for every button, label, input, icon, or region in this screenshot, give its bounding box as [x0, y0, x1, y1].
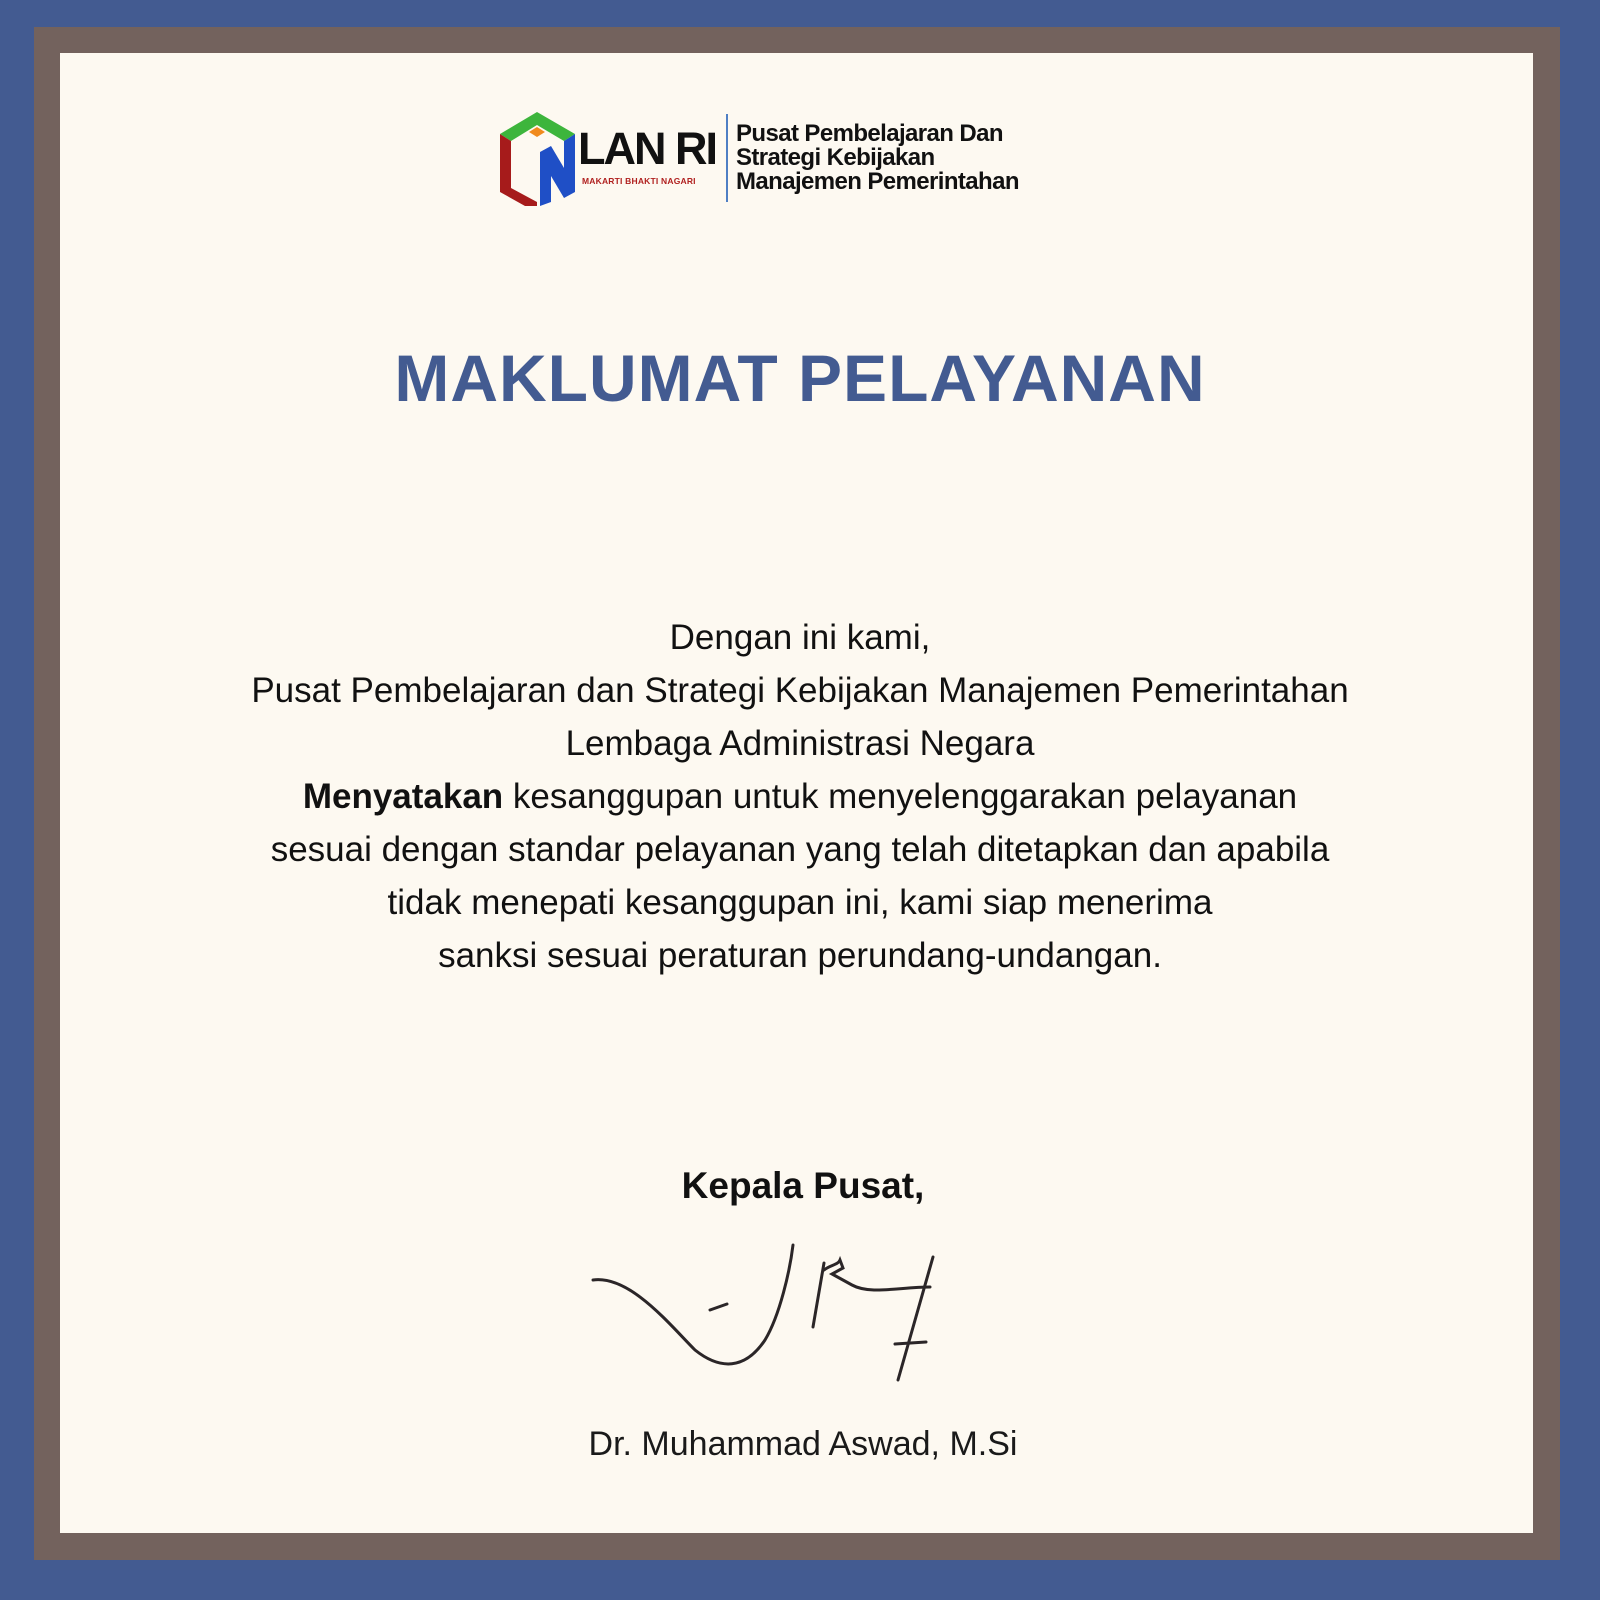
logo-wordmark: LAN RI: [578, 123, 716, 174]
body-line: Pusat Pembelajaran dan Strategi Kebijakan Manajemen Pemerintahan: [251, 671, 1349, 710]
org-line-1: Pusat Pembelajaran Dan: [736, 120, 1003, 147]
org-line-3: Manajemen Pemerintahan: [736, 168, 1019, 195]
lan-ri-logo-icon: [498, 110, 580, 206]
org-line-2: Strategi Kebijakan: [736, 144, 935, 171]
body-line: tidak menepati kesanggupan ini, kami siap menerima: [387, 883, 1213, 922]
logo-org-name: [736, 122, 1019, 194]
emphasis-word: Menyatakan: [302, 777, 504, 816]
page-title: MAKLUMAT PELAYANAN: [394, 341, 1206, 415]
header-logo: [498, 110, 1078, 206]
body-line-rest: kesanggupan untuk menyelenggarakan pelayanan: [503, 777, 1298, 816]
body-line: Lembaga Administrasi Negara: [565, 724, 1035, 763]
body-line: [0, 770, 1600, 823]
logo-tagline: MAKARTI BHAKTI NAGARI: [582, 176, 696, 186]
signatory-position: Kepala Pusat,: [681, 1165, 925, 1206]
body-line: sanksi sesuai peraturan perundang-undangan.: [438, 936, 1162, 975]
body-line: Dengan ini kami,: [669, 618, 931, 657]
logo-divider: [726, 114, 728, 202]
signature-icon: [570, 1230, 950, 1390]
signatory-name: Dr. Muhammad Aswad, M.Si: [588, 1425, 1018, 1463]
declaration-text: [0, 611, 1600, 982]
body-line: sesuai dengan standar pelayanan yang telah ditetapkan dan apabila: [270, 830, 1330, 869]
